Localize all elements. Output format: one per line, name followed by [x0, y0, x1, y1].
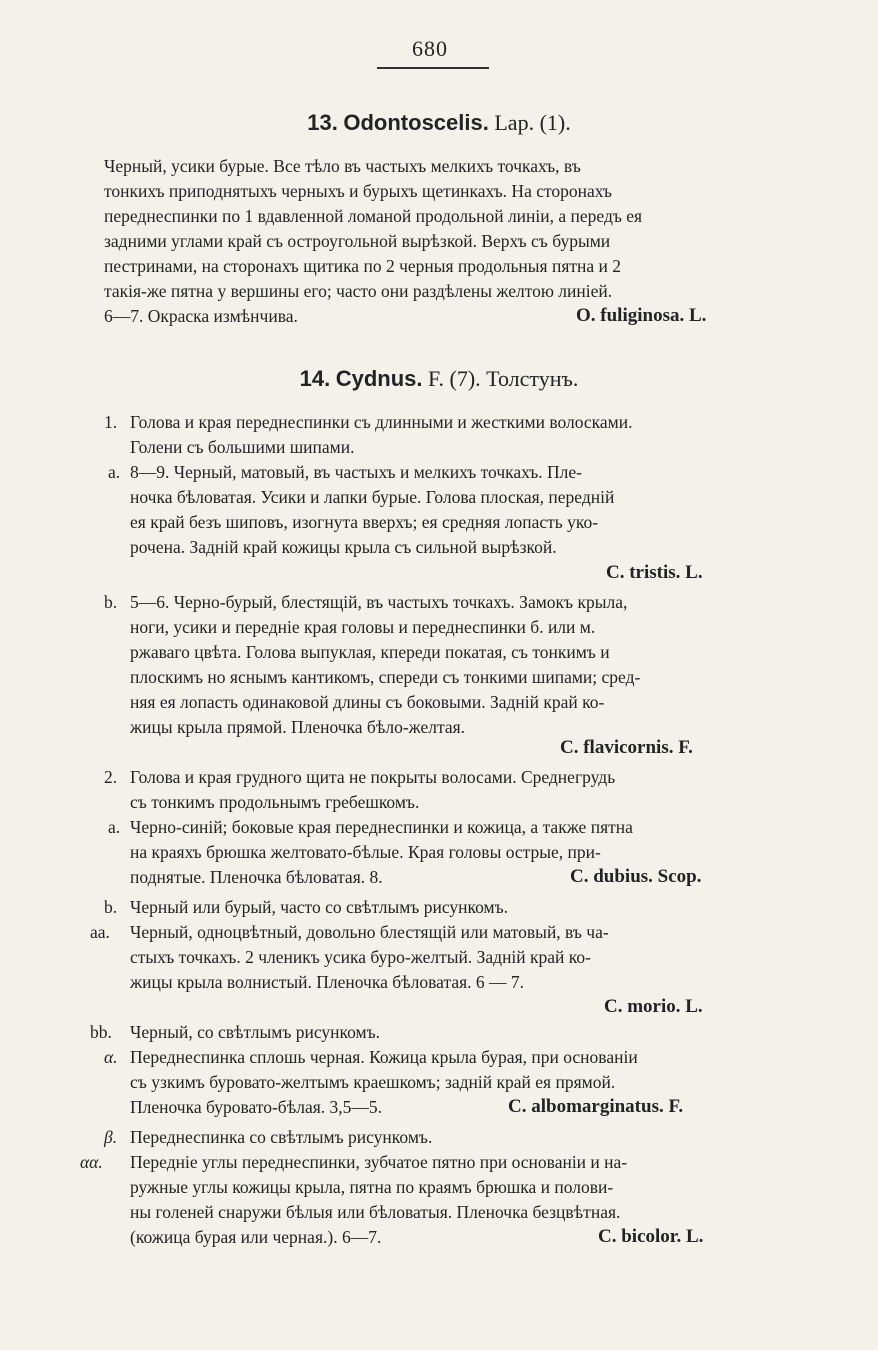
species-name: C. morio. L.: [604, 996, 703, 1017]
text-line: Голени съ большими шипами.: [130, 437, 355, 457]
text-line: (кожица бурая или черная.). 6—7.: [130, 1227, 382, 1247]
text-line: ночка бѣловатая. Усики и лапки бурые. Голова плоская, передній: [130, 487, 615, 507]
text-line: 8—9. Черный, матовый, въ частыхъ и мелкихъ точкахъ. Пле-: [130, 462, 583, 482]
section-heading-13: [0, 110, 878, 136]
genus-name: Odontoscelis.: [343, 110, 489, 135]
text-line: ноги, усики и передніе края головы и переднеспинки б. или м.: [130, 617, 596, 637]
text-line: жицы крыла прямой. Пленочка бѣло-желтая.: [130, 717, 466, 737]
species-name: C. dubius. Scop.: [570, 866, 702, 887]
text-line: съ тонкимъ продольнымъ гребешкомъ.: [130, 792, 420, 812]
genus-name: Cydnus.: [335, 366, 423, 391]
genus-author: Lap.: [494, 110, 535, 135]
text-line: ны голеней снаружи бѣлыя или бѣловатыя. Пленочка безцвѣтная.: [130, 1202, 621, 1222]
key-marker: 1.: [104, 412, 118, 432]
section-number: 13.: [307, 110, 338, 135]
text-line: ружные углы кожицы крыла, пятна по краямъ брюшка и полови-: [130, 1177, 614, 1197]
text-line: Черный, усики бурые. Все тѣло въ частыхъ мелкихъ точкахъ, въ: [104, 156, 581, 176]
text-line: Черный, одноцвѣтный, довольно блестящій или матовый, въ ча-: [130, 922, 609, 942]
key-marker: a.: [108, 817, 121, 837]
text-line: ржаваго цвѣта. Голова выпуклая, кпереди покатая, съ тонкимъ и: [130, 642, 610, 662]
text-line: Черно-синій; боковые края переднеспинки и кожица, а также пятна: [130, 817, 633, 837]
text-line: Передніе углы переднеспинки, зубчатое пятно при основаніи и на-: [130, 1152, 628, 1172]
text-line: такія-же пятна у вершины его; часто они раздѣлены желтою линіей.: [104, 281, 613, 301]
key-marker: β.: [104, 1127, 118, 1147]
species-name: C. flavicornis. F.: [560, 737, 693, 758]
text-line: Пленочка буровато-бѣлая. 3,5—5.: [130, 1097, 383, 1117]
text-line: пестринами, на сторонахъ щитика по 2 черныя продольныя пятна и 2: [104, 256, 622, 276]
text-line: жицы крыла волнистый. Пленочка бѣловатая. 6 — 7.: [130, 972, 525, 992]
key-marker: aa.: [90, 922, 110, 942]
text-line: ея край безъ шиповъ, изогнута вверхъ; ея средняя лопасть уко-: [130, 512, 599, 532]
page-number: 680: [412, 36, 448, 61]
text-line: 6—7. Окраска измѣнчива.: [104, 306, 298, 326]
key-marker: 2.: [104, 767, 118, 787]
text-line: задними углами край съ остроугольной вырѣзкой. Верхъ съ бурыми: [104, 231, 611, 251]
text-line: съ узкимъ буровато-желтымъ краешкомъ; задній край ея прямой.: [130, 1072, 616, 1092]
text-line: плоскимъ но яснымъ кантикомъ, спереди съ тонкими шипами; сред-: [130, 667, 641, 687]
genus-author: F.: [428, 366, 444, 391]
header-rule: [377, 67, 489, 69]
text-line: Черный, со свѣтлымъ рисункомъ.: [130, 1022, 381, 1042]
key-marker: αα.: [80, 1152, 103, 1172]
key-marker: b.: [104, 897, 118, 917]
text-line: Голова и края грудного щита не покрыты волосами. Среднегрудь: [130, 767, 616, 787]
text-line: Голова и края переднеспинки съ длинными и жесткими волосками.: [130, 412, 633, 432]
text-line: поднятые. Пленочка бѣловатая. 8.: [130, 867, 383, 887]
text-line: Переднеспинка сплошь черная. Кожица крыла бурая, при основаніи: [130, 1047, 638, 1067]
key-marker: a.: [108, 462, 121, 482]
text-line: переднеспинки по 1 вдавленной ломаной продольной линіи, а передъ ея: [104, 206, 643, 226]
text-line: Переднеспинка со свѣтлымъ рисункомъ.: [130, 1127, 433, 1147]
section-number: 14.: [299, 366, 331, 391]
section-heading-14: [0, 366, 878, 392]
text-line: рочена. Задній край кожицы крыла съ сильной вырѣзкой.: [130, 537, 557, 557]
text-line: Черный или бурый, часто со свѣтлымъ рисункомъ.: [130, 897, 509, 917]
species-name: C. tristis. L.: [606, 562, 703, 583]
text-line: тонкихъ приподнятыхъ черныхъ и бурыхъ щетинкахъ. На сторонахъ: [104, 181, 612, 201]
species-name: O. fuliginosa. L.: [576, 305, 707, 326]
text-line: на краяхъ брюшка желтовато-бѣлые. Края головы острые, при-: [130, 842, 601, 862]
species-count: (1).: [539, 110, 571, 135]
key-marker: bb.: [90, 1022, 112, 1042]
key-marker: b.: [104, 592, 118, 612]
text-line: няя ея лопасть одинаковой длины съ боковыми. Задній край ко-: [130, 692, 605, 712]
text-line: 5—6. Черно-бурый, блестящій, въ частыхъ точкахъ. Замокъ крыла,: [130, 592, 628, 612]
common-name: Толстунъ.: [486, 366, 579, 391]
key-marker: α.: [104, 1047, 118, 1067]
text-line: стыхъ точкахъ. 2 членикъ усика буро-желтый. Задній край ко-: [130, 947, 591, 967]
species-name: C. albomarginatus. F.: [508, 1096, 684, 1117]
species-count: (7).: [449, 366, 481, 391]
species-name: C. bicolor. L.: [598, 1226, 704, 1247]
